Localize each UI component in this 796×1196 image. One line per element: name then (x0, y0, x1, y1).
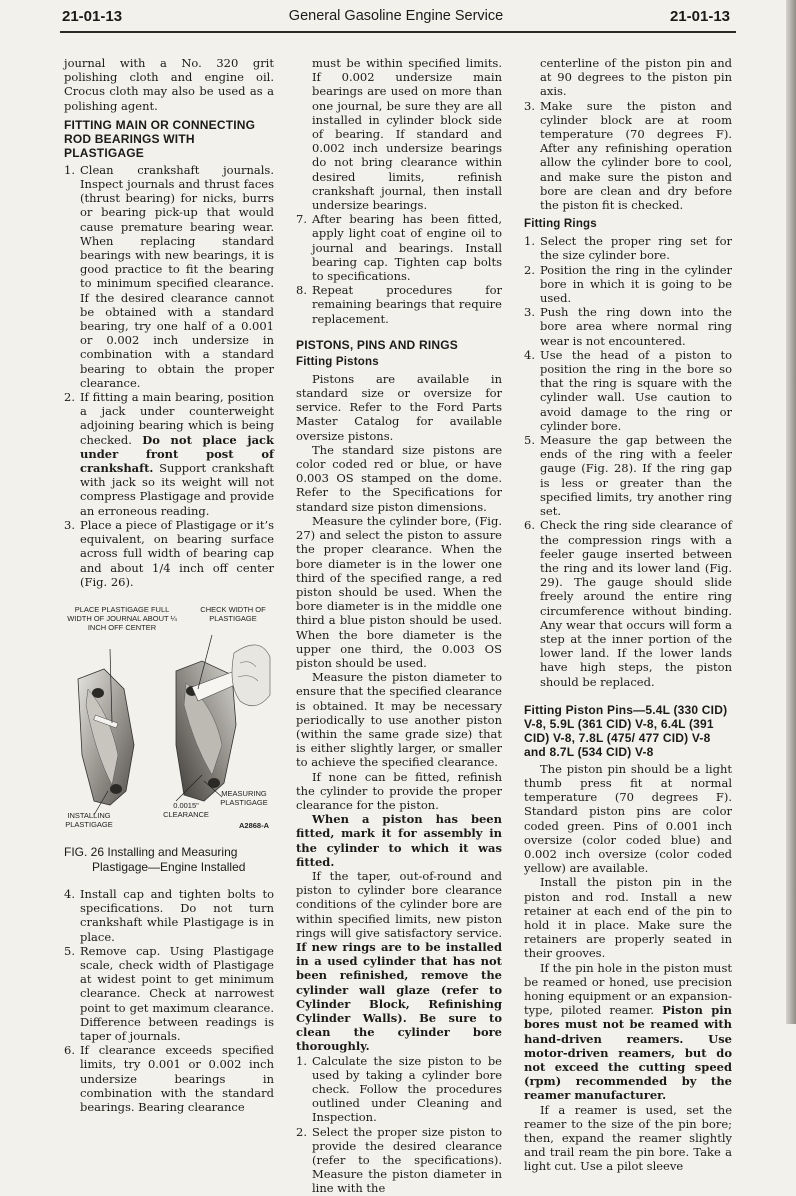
list-text: Calculate the size piston to be used by taking a cylinder bore check. Follow the procedures outlined under Cleaning and Inspection. (312, 1053, 502, 1125)
bold-text: If new rings are to be installed in a used cylinder that has not been refinished, remove the cylinder wall glaze (refer to Cylinder Block, Refinishing Cylinder Walls). Be sure to clean the cylinder bore thoroughly. (296, 939, 502, 1054)
paragraph: Measure the piston diameter to ensure that the specified clearance is obtained. It may be necessary periodically to use another piston (within the same grade size) that is either slightly larger, or smaller to achieve the specified clearance. (296, 670, 502, 770)
page-header (62, 8, 730, 30)
list-number: 4. (524, 347, 535, 362)
caption-text: Installing and Measuring Plastigage—Engine Installed (92, 844, 246, 874)
list-number: 3. (524, 305, 535, 320)
caption-number: FIG. 26 (64, 844, 105, 859)
figure-label: PLACE PLASTIGAGE FULL WIDTH OF JOURNAL ABOUT ¼ INCH OFF CENTER (67, 604, 177, 632)
page-number-right: 21-01-13 (669, 8, 730, 25)
list-item (524, 234, 732, 262)
paragraph-text: If the pin hole in the piston must be reamed or honed, use precision honing equipment or an expansion-type, piloted reamer. (524, 960, 732, 1018)
list-text: Use the head of a piston to position the ring in the bore so that the ring is square with the cylinder wall. Use caution to avoid damage to the ring or cylinder bore. (540, 347, 732, 433)
list-number: 7. (296, 212, 307, 227)
list-number: 1. (296, 1053, 307, 1068)
list-number: 2. (64, 390, 75, 405)
header-rule (60, 31, 736, 33)
list-number: 1. (524, 234, 535, 249)
figure-label: CHECK WIDTH OF PLASTIGAGE (200, 604, 266, 623)
list-item (524, 433, 732, 518)
list-number: 4. (64, 886, 75, 901)
list-number: 5. (524, 433, 535, 448)
list-item (296, 1054, 502, 1125)
list-text: Check the ring side clearance of the compression rings with a feeler gauge inserted between the ring and its lower land (Fig. 29). The gauge should slide freely around the entire ring circumference without binding. Any wear that occurs will form a step at the inner portion of the lower land. If the lower lands have high steps, the piston should be replaced. (540, 518, 732, 689)
list-text: Repeat procedures for remaining bearings that require replacement. (312, 283, 502, 326)
list-text: Select the proper size piston to provide the desired clearance (refer to the specifications). Measure the piston diameter in line with the (312, 1124, 502, 1196)
page-number-left: 21-01-13 (62, 8, 123, 25)
subsection-heading: Fitting Rings (524, 218, 597, 231)
list-item (296, 1125, 502, 1196)
bold-text: Piston pin bores must not be reamed with hand-driven reamers. Use motor-driven reamers, but do not exceed the cutting speed (rpm) recommended by the reamer manufacturer. (524, 1003, 732, 1103)
paragraph: journal with a No. 320 grit polishing cloth and engine oil. Crocus cloth may also be used as a polishing agent. (64, 56, 274, 113)
list-text: After bearing has been fitted, apply light coat of engine oil to journal and bearings. Install bearing cap. Tighten cap bolts to specifications. (312, 212, 502, 284)
list-text: If fitting a main bearing, position a jack under counterweight adjoining bearing which is being checked. (80, 390, 274, 447)
paragraph: The piston pin should be a light thumb press fit at normal temperature (70 degrees F). Standard piston pins are color coded green. Pins of 0.001 inch oversize (color coded blue) and 0.002 inch oversize (color coded yellow) are available. (524, 761, 732, 876)
list-text: Measure the gap between the ends of the ring with a feeler gauge (Fig. 28). If the ring gap is less or greater than the specified limits, try another ring set. (540, 433, 732, 519)
section-heading: PISTONS, PINS AND RINGS (296, 337, 458, 352)
column-left (64, 56, 274, 1114)
list-item (64, 944, 274, 1043)
paragraph: Pistons are available in standard size or oversize for service. Refer to the Ford Parts Master Catalog for available oversize pistons. (296, 371, 502, 443)
list-item (524, 518, 732, 688)
figure-label: INSTALLING PLASTIGAGE (65, 810, 113, 829)
paragraph (296, 812, 502, 869)
list-text: Install cap and tighten bolts to specifications. Do not turn crankshaft while Plastigage is in place. (80, 886, 274, 944)
paragraph-text: If the taper, out-of-round and piston to cylinder bore clearance conditions of the cylinder bore are within specified limits, new piston rings will give satisfactory service. (296, 868, 502, 940)
list-text: Push the ring down into the bore area where normal ring wear is not encountered. (540, 305, 732, 348)
list-item (524, 99, 732, 213)
section-heading: FITTING MAIN OR CONNECTING ROD BEARINGS WITH PLASTIGAGE (64, 117, 256, 160)
list-number: 3. (524, 98, 535, 113)
list-item (524, 263, 732, 306)
bold-text: When a piston has been fitted, mark it for assembly in the cylinder to which it was fitted. (296, 812, 502, 869)
list-number: 6. (524, 518, 535, 533)
list-item (524, 305, 732, 348)
list-number: 6. (64, 1043, 75, 1058)
figure-label: MEASURING PLASTIGAGE (220, 788, 268, 807)
page-spine-shadow (786, 0, 796, 1024)
subsection-heading: Fitting Pistons (296, 355, 379, 368)
paragraph: Measure the cylinder bore, (Fig. 27) and select the piston to assure the proper clearance. When the bore diameter is in the lower one third of the specified range, a red piston should be used. When the bore diameter is in the middle one third a blue piston should be used. When the bore diameter is the upper one third, the 0.003 OS piston should be used. (296, 513, 502, 670)
list-number: 2. (524, 262, 535, 277)
column-middle (296, 56, 502, 1196)
list-item (64, 1043, 274, 1114)
paragraph: If a reamer is used, set the reamer to the size of the pin bore; then, expand the reamer slightly and trail ream the pin bore. Take a light cut. Use a pilot sleeve (524, 1102, 732, 1174)
list-item (524, 348, 732, 433)
list-item (296, 283, 502, 326)
paragraph: The standard size pistons are color coded red or blue, or have 0.003 OS stamped on the dome. Refer to the Specifications for standard size piston dimensions. (296, 442, 502, 514)
list-item (64, 390, 274, 518)
paragraph: If none can be fitted, refinish the cylinder to provide the proper clearance for the piston. (296, 769, 502, 812)
figure-26-illustration (64, 605, 274, 837)
list-text: Clean crankshaft journals. Inspect journals and thrust faces (thrust bearing) for nicks, burrs or bearing pick-up that would cause premature bearing wear. When replacing standard bearings with new bearings, it is good practice to fit the bearing to minimum specified clearance. If the desired clearance cannot be obtained with a standard bearing, try one half of a 0.001 or 0.002 inch undersize in combination with a standard bearing to obtain the proper clearance. (80, 162, 274, 390)
list-text: If clearance exceeds specified limits, try 0.001 or 0.002 inch undersize bearings in combination with the standard bearings. Bearing clearance (80, 1043, 274, 1114)
figure-code: A2868-A (238, 820, 269, 830)
warning-text: Do not place jack under front post of crankshaft. (80, 432, 274, 476)
list-text: Position the ring in the cylinder bore in which it is going to be used. (540, 262, 732, 306)
paragraph: centerline of the piston pin and at 90 degrees to the piston pin axis. (540, 56, 732, 99)
list-text: Remove cap. Using Plastigage scale, check width of Plastigage at widest point to get minimum clearance. Check at narrowest point to get maximum clearance. Difference between readings is taper of journals. (80, 943, 274, 1043)
list-number: 2. (296, 1124, 307, 1139)
list-text: Make sure the piston and cylinder block are at room temperature (70 degrees F). After any refinishing operation allow the cylinder bore to cool, and make sure the piston and bore are clean and dry before the piston fit is checked. (540, 98, 732, 213)
paragraph (524, 961, 732, 1103)
subsection-heading: Fitting Piston Pins—5.4L (330 CID) V-8, 5.9L (361 CID) V-8, 6.4L (391 CID) V-8, 7.8L (475/ 477 CID) V-8 and 8.7L (534 CID) V-8 (524, 702, 728, 759)
column-right (524, 56, 732, 1174)
paragraph (296, 869, 502, 1054)
figure-caption (64, 845, 274, 875)
list-number: 3. (64, 517, 75, 532)
list-number: 5. (64, 943, 75, 958)
running-title: General Gasoline Engine Service (288, 8, 504, 24)
figure-label: 0.0015" CLEARANCE (163, 800, 209, 819)
list-text: Select the proper ring set for the size cylinder bore. (540, 234, 732, 263)
list-item (296, 212, 502, 283)
list-item (64, 163, 274, 390)
paragraph: must be within specified limits. If 0.002 undersize main bearings are used on more than one journal, be sure they are all installed in cylinder block side of bearing. If standard and 0.002 inch undersize bearings do not bring clearance within desired limits, refinish crankshaft journal, then install undersize bearings. (312, 56, 502, 213)
paragraph: Install the piston pin in the piston and rod. Install a new retainer at each end of the pin to hold it in place. Make sure the retainers are properly seated in their grooves. (524, 875, 732, 961)
list-item (64, 887, 274, 944)
list-item (64, 518, 274, 589)
list-text: Place a piece of Plastigage or it’s equivalent, on bearing surface across full width of bearing cap and about 1/4 inch off center (Fig. 26). (80, 517, 274, 589)
list-number: 8. (296, 283, 307, 298)
list-text: Support crankshaft with jack so its weight will not compress Plastigage and provide an erroneous reading. (80, 461, 274, 518)
list-number: 1. (64, 162, 75, 177)
